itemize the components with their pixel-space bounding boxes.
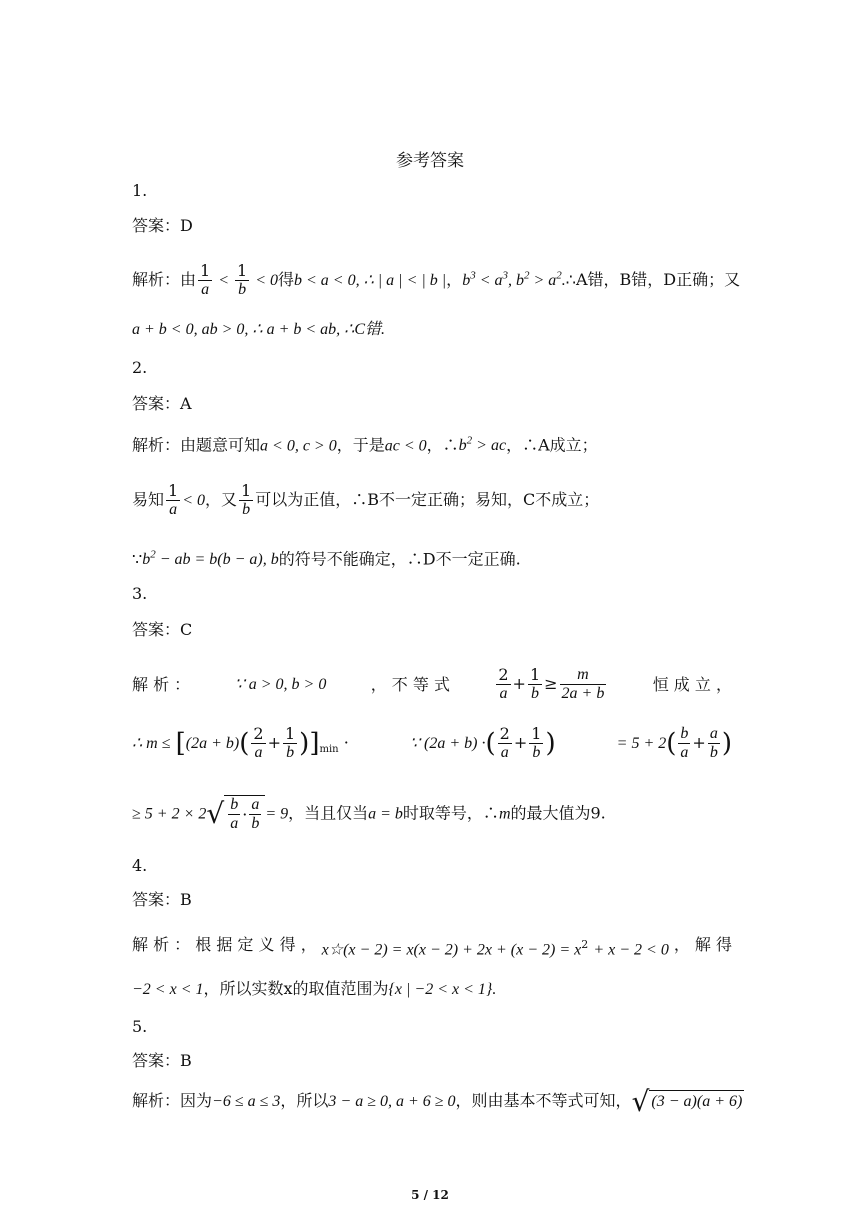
q4-number: 4. — [132, 856, 148, 875]
q4-explanation-line2 — [132, 978, 732, 1001]
math: + x − 2 < 0 — [593, 941, 669, 959]
q3-number: 3. — [132, 584, 148, 603]
q2-explanation-line3: $\because b^2$ − ab = b(b − a), b的符号不能确定，∴D不一定正确. — [132, 549, 521, 569]
text: 恒 成 立 ， — [652, 674, 732, 694]
fraction: $\frac{2}{a}$ — [499, 724, 510, 761]
text: 时取等号，∴ — [402, 803, 499, 823]
page-title: 参考答案 — [396, 151, 464, 171]
q3-explanation-line2: ∴ m ≤ [(2a + b)( $\frac{2}{a}$ + $\frac{1}{b}$ )]$_{min}$ · ∵ (2a + b) ·( $\frac{2}{a}$ + $\frac{1}{b}$ ) = 5 + 2( $\frac{b}{a}$ + $\frac{a}{b}$ ) — [132, 724, 732, 761]
fraction: $\frac{1}{a}$ — [200, 261, 211, 298]
q2-number: 2. — [132, 358, 148, 377]
math: a < 0, c > 0 — [260, 437, 337, 455]
math: m — [498, 805, 511, 823]
text: 解析：由题意可知 — [132, 435, 261, 455]
fraction: $\frac{1}{b}$ — [531, 724, 542, 761]
text: ，则由基本不等式可知， — [455, 1091, 632, 1110]
text: ，∴ — [426, 435, 459, 455]
fraction: $\frac{1}{b}$ — [529, 665, 541, 702]
text: ，∴A成立； — [506, 435, 598, 455]
math: {x | −2 < x < 1}. — [388, 981, 497, 998]
fraction: $\frac{m}{2a + b}$ — [561, 666, 605, 702]
fraction: $\frac{2}{a}$ — [253, 724, 264, 761]
page-number: 5 / 12 — [411, 1188, 449, 1202]
text: 解 析 ： 根 据 定 义 得 ， — [132, 935, 317, 954]
text: ， — [446, 270, 463, 289]
fraction: $\frac{b}{a}$ — [680, 725, 689, 761]
math: −2 < x < 1 — [132, 981, 204, 998]
text: · — [343, 733, 349, 752]
text: ，于是 — [336, 435, 385, 455]
fraction: $\frac{1}{b}$ — [241, 481, 252, 518]
math: −6 ≤ a ≤ 3 — [212, 1093, 281, 1110]
q5-explanation-line1 — [132, 1084, 743, 1118]
math: (3 − a)(a + 6) — [649, 1090, 744, 1113]
q5-answer: 答案：B — [132, 1051, 192, 1070]
math: ∵ (2a + b) · — [409, 735, 486, 752]
subscript: min — [319, 744, 339, 756]
q3-answer: 答案：C — [132, 620, 193, 639]
q1-explanation-line2 — [132, 318, 732, 341]
text: 解 析 ： — [132, 674, 191, 694]
fraction: $\frac{2}{a}$ — [498, 665, 509, 702]
math: ∴ m ≤ — [132, 735, 171, 752]
math: = 5 + 2 — [616, 735, 667, 752]
text: 可以为正值，∴B不一定正确；易知，C不成立； — [255, 490, 600, 509]
sqrt: √ $\frac{b}{a}$ · $\frac{a}{b}$ — [206, 795, 265, 833]
text: ，当且仅当 — [288, 803, 369, 823]
q2-answer: 答案：A — [132, 394, 192, 413]
math: = 9 — [265, 805, 289, 823]
text: 的最大值为9. — [510, 803, 606, 823]
fraction: $\frac{1}{b}$ — [237, 261, 248, 298]
text: ∴A错，B错，D正确；又 — [565, 270, 741, 289]
math: a + b < 0, ab > 0, ∴ a + b < ab, ∴C错. — [132, 321, 386, 338]
text: 得 — [277, 270, 294, 289]
q1-answer: 答案：D — [132, 216, 193, 235]
text: ∵ — [132, 549, 143, 569]
math: b < a < 0, ∴ | a | < | b | — [294, 272, 447, 289]
sqrt: √ (3 − a)(a + 6) — [631, 1084, 743, 1118]
math: ac < 0 — [384, 437, 427, 455]
text: 的符号不能确定，∴D不一定正确. — [278, 549, 521, 569]
q5-number: 5. — [132, 1017, 148, 1036]
text: 解析：因为 — [132, 1091, 213, 1110]
fraction: $\frac{a}{b}$ — [709, 725, 718, 761]
math: 3 − a ≥ 0, a + 6 ≥ 0 — [328, 1093, 456, 1110]
q2-explanation-line2: 易知 $\frac{1}{a}$ < 0，又 $\frac{1}{b}$ 可以为正值，∴B不一定正确；易知，C不成立； — [132, 481, 600, 518]
text: ，所以实数x的取值范围为 — [203, 979, 389, 998]
math: a = b — [368, 805, 403, 823]
fraction: $\frac{1}{b}$ — [284, 724, 296, 761]
math: ≥ 5 + 2 × 2 — [132, 805, 207, 823]
q1-number: 1. — [132, 181, 148, 200]
q3-explanation-line1: 解 析 ： ∵ a > 0, b > 0 ， 不 等 式 $\frac{2}{a}$ + $\frac{1}{b}$ ≥ $\frac{m}{2a + b}$ 恒 成 立 ， — [132, 665, 732, 702]
q3-explanation-line3 — [132, 795, 732, 833]
q1-explanation-line1: 解析：由 $\frac{1}{a}$ < $\frac{1}{b}$ < 0得b < a < 0, ∴ | a | < | b |，$b^3 < a^3$, $b^2$ > $a^2.\therefore A$错，B错，D正确；又 — [132, 261, 741, 298]
q4-explanation-line1: 解 析 ： 根 据 定 义 得 ， x☆(x − $2) = x(x - 2) + 2x + (x - 2) = x^2 + x - 2 < 0$ ， 解 得 — [132, 934, 732, 961]
text: ，又 — [205, 490, 238, 509]
q4-answer: 答案：B — [132, 890, 192, 909]
text: ， 不 等 式 — [370, 674, 450, 694]
text: 易知 — [132, 490, 165, 509]
q2-explanation-line1: 解析：由题意可知a < 0, c > 0，于是ac < 0，$\therefore b^2$ > ac，∴A成立； — [132, 435, 598, 455]
math: ∵ a > 0, b > 0 — [234, 675, 327, 693]
math: x☆(x − 2) = x(x − 2) + 2x + (x − 2) = x — [321, 941, 582, 959]
text: ， 解 得 — [673, 935, 732, 954]
text: ，所以 — [280, 1091, 329, 1110]
fraction: $\frac{1}{a}$ — [168, 481, 179, 518]
text: 解析：由 — [132, 270, 197, 289]
